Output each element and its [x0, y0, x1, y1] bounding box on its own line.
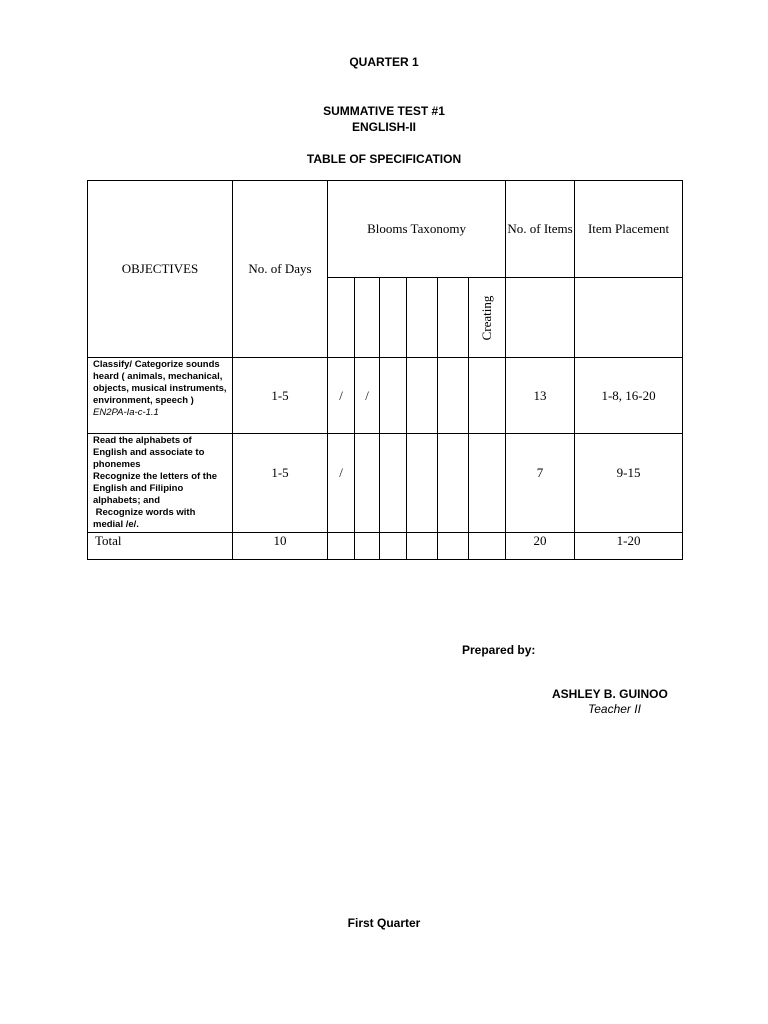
- table-row: [88, 358, 683, 434]
- total-mark-cell: [407, 533, 438, 560]
- mark-cell: [469, 434, 506, 533]
- blooms-level-4: [407, 278, 438, 358]
- mark-cell: [438, 358, 469, 434]
- table-header-row: [88, 181, 683, 278]
- mark-cell: [438, 434, 469, 533]
- blooms-level-1: [328, 278, 355, 358]
- blooms-header: Blooms Taxonomy: [328, 181, 506, 278]
- test-title: SUMMATIVE TEST #1: [323, 104, 445, 118]
- placement-cell: 1-8, 16-20: [575, 358, 683, 434]
- placement-cell: 9-15: [575, 434, 683, 533]
- blooms-level-creating: Creating: [469, 278, 506, 358]
- placement-header: Item Placement: [575, 181, 683, 278]
- mark-cell: [469, 358, 506, 434]
- objective-cell: [88, 434, 233, 533]
- mark-cell: [355, 434, 380, 533]
- total-mark-cell: [380, 533, 407, 560]
- total-days: 10: [233, 533, 328, 560]
- prepared-by-label: Prepared by:: [462, 643, 536, 657]
- subject-title: ENGLISH-II: [351, 120, 416, 134]
- total-label: Total: [88, 533, 233, 560]
- objective-line: Read the alphabets of English and associate to phonemes: [93, 435, 205, 470]
- blooms-level-5: [438, 278, 469, 358]
- mark-cell: [407, 434, 438, 533]
- placement-header-blank: [575, 278, 683, 358]
- mark-cell: /: [355, 358, 380, 434]
- table-row: [88, 434, 683, 533]
- total-placement: 1-20: [575, 533, 683, 560]
- items-header-blank: [506, 278, 575, 358]
- competency-code: EN2PA-Ia-c-1.1: [93, 407, 159, 418]
- total-items: 20: [506, 533, 575, 560]
- objective-line: Recognize the letters of the English and Filipino alphabets; and: [93, 471, 218, 506]
- mark-cell: [380, 358, 407, 434]
- table-title: TABLE OF SPECIFICATION: [306, 152, 462, 166]
- days-cell: 1-5: [233, 358, 328, 434]
- teacher-name: ASHLEY B. GUINOO: [552, 687, 668, 701]
- teacher-role: Teacher II: [588, 702, 641, 716]
- blooms-level-3: [380, 278, 407, 358]
- objective-line: Recognize words with medial /e/.: [93, 507, 199, 530]
- mark-cell: /: [328, 358, 355, 434]
- mark-cell: /: [328, 434, 355, 533]
- items-header: No. of Items: [506, 181, 575, 278]
- items-cell: 7: [506, 434, 575, 533]
- days-cell: 1-5: [233, 434, 328, 533]
- objective-cell: Classify/ Categorize sounds heard ( animals, mechanical, objects, musical instruments, environment, speech ) EN2PA-Ia-c-1.1: [88, 358, 233, 434]
- total-mark-cell: [328, 533, 355, 560]
- total-mark-cell: [469, 533, 506, 560]
- footer-quarter: First Quarter: [347, 916, 421, 930]
- total-row: [88, 533, 683, 560]
- total-mark-cell: [355, 533, 380, 560]
- blooms-level-2: [355, 278, 380, 358]
- items-cell: 13: [506, 358, 575, 434]
- specification-table: [87, 180, 683, 560]
- mark-cell: [407, 358, 438, 434]
- quarter-heading: QUARTER 1: [349, 55, 419, 69]
- days-header: No. of Days: [233, 181, 328, 358]
- objectives-header: OBJECTIVES: [88, 181, 233, 358]
- total-mark-cell: [438, 533, 469, 560]
- mark-cell: [380, 434, 407, 533]
